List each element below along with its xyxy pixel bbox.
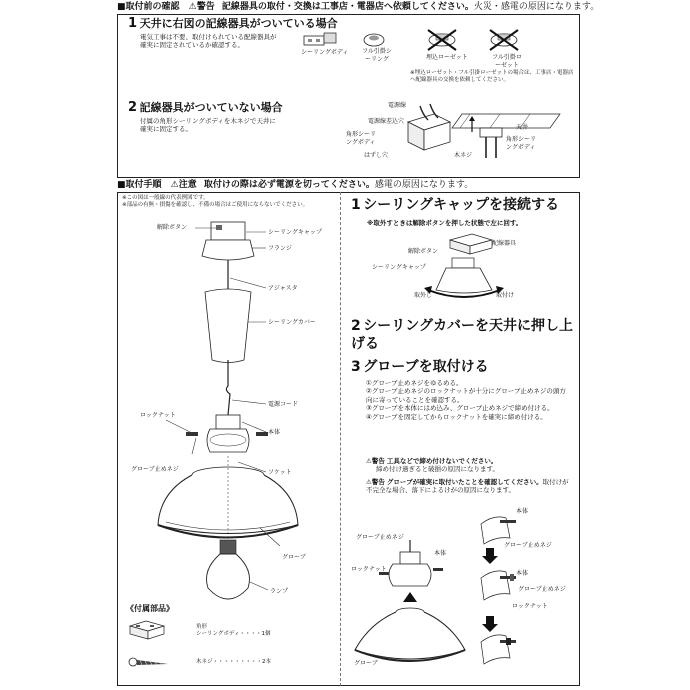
label-lock-nut: ロックナット xyxy=(140,412,176,419)
warning-tail: 締め付け過ぎると破損の原因になります。 xyxy=(376,465,499,474)
step1-number: 1 xyxy=(351,197,361,213)
caseA-item-label: フル引掛シーリング xyxy=(362,48,392,63)
caseB-label: 電源線差込穴 xyxy=(368,118,405,125)
embedded-rosette-icon xyxy=(428,30,456,50)
warning-label: 警告 xyxy=(371,457,385,465)
section-bullet: ■ xyxy=(117,2,126,12)
section2-header xyxy=(117,180,473,191)
down-arrow xyxy=(482,616,498,632)
step3-list xyxy=(366,379,572,421)
leader-lines xyxy=(120,210,340,610)
step3-title: グローブを取付ける xyxy=(363,359,489,375)
square-ceiling-body-icon xyxy=(130,621,164,639)
globe-part xyxy=(355,608,465,661)
accessories-title: 《付属部品》 xyxy=(126,604,174,613)
detail-label: グローブ止めネジ xyxy=(518,586,566,593)
caseA-title: 天井に右図の記線器具がついている場合 xyxy=(139,17,338,30)
step2-heading xyxy=(351,318,576,353)
label-ceiling-cover: シーリングカバー xyxy=(268,319,316,326)
label-adjuster: アジャスタ xyxy=(268,285,298,292)
step3-label: ロックナット xyxy=(351,566,387,573)
section-bullet: ■ xyxy=(117,180,126,190)
ceiling-cap-part xyxy=(436,258,492,293)
accessory-detail: シーリングボディ・・・・1個 xyxy=(196,630,271,637)
step3-number: 3 xyxy=(351,359,361,375)
full-hook-ceiling-icon xyxy=(364,34,384,46)
square-ceiling-body-illustration xyxy=(408,104,450,150)
caseA-item-label: フル引掛ローゼット xyxy=(492,54,522,69)
step3-list-item: ④グローブを固定してからロックナットを確実に締め付ける。 xyxy=(366,412,547,421)
caseA-body: 電気工事は不要、取付けられている配線器具が確実に固定されているか確認する。 xyxy=(140,33,277,50)
warning-tail: 火災・感電の原因になります。 xyxy=(473,2,600,12)
warning-block-2 xyxy=(366,478,572,495)
step3-label: 本体 xyxy=(434,550,447,557)
section1-header xyxy=(117,2,599,13)
step1-subnote: ※取外すときは解除ボタンを押した状態で左に回す。 xyxy=(367,219,523,227)
column-divider xyxy=(340,192,341,686)
detail-panel-1 xyxy=(481,517,516,544)
caseB-body: 付属の角形シーリングボディを木ネジで天井に確実に固定する。 xyxy=(140,117,276,134)
label-body: 本体 xyxy=(268,429,281,436)
label-release-button: 解除ボタン xyxy=(157,224,188,231)
caseB-label: 角形シーリングボディ xyxy=(346,131,377,146)
step3-detail-sequence xyxy=(476,506,576,682)
accessory-name: 木ネジ xyxy=(196,659,213,665)
down-arrow xyxy=(482,548,498,564)
caseB-title: 記線器具がついていない場合 xyxy=(139,101,283,114)
caseB-heading xyxy=(128,100,283,116)
accessory-detail: ・・・・・・・・・2本 xyxy=(212,659,272,665)
step3-label: グローブ止めネジ xyxy=(356,534,404,541)
warning-block-1 xyxy=(366,457,572,474)
up-arrow xyxy=(403,592,417,602)
caseA-item-label: 埋込ローゼット xyxy=(426,54,468,61)
step1-heading xyxy=(351,197,559,215)
label-flange: フランジ xyxy=(268,245,292,252)
step1-label: 配線器具 xyxy=(492,240,517,247)
ceiling-body-icon xyxy=(304,33,336,45)
step1-label: 取付け xyxy=(496,292,515,299)
wood-screw-icon xyxy=(129,658,168,666)
caseB-label: 天井 xyxy=(516,124,529,131)
caution-tail: 感電の原因になります。 xyxy=(374,180,474,190)
warning-icon: ⚠ xyxy=(366,457,372,465)
step1-title: シーリングキャップを接続する xyxy=(363,197,560,213)
caseA-note: ※埋込ローゼット・フル引掛ローゼットの場合は、工事店・電器店へ配線器具の交換を依頼してください。 xyxy=(410,70,574,83)
accessory-name: 角形 xyxy=(196,624,208,630)
note-line: ※この図は一般線の代表例図です。 xyxy=(122,195,209,201)
step3-list-item: ①グローブ止めネジをゆるめる。 xyxy=(366,379,463,387)
step3-label: グローブ xyxy=(354,660,378,667)
step3-list-item: ②グローブ止めネジのロックナットが十分にグローブ止めネジの頭方向に寄っていることを確認する。 xyxy=(366,387,566,404)
accessory-item xyxy=(196,624,270,638)
caution-text: 取付けの際は必ず電源を切ってください。 xyxy=(203,180,375,190)
label-power-cord: 電源コード xyxy=(268,401,299,408)
caseB-label: 木ネジ xyxy=(454,152,473,159)
step3-list-item: ③グローブを本体にはめ込み、グローブ止めネジで締め付ける。 xyxy=(366,404,554,413)
section1-title: 取付前の確認 xyxy=(125,2,180,12)
accessories-illustration xyxy=(128,618,188,678)
detail-label: ロックナット xyxy=(512,603,548,610)
section2-title: 取付手順 xyxy=(125,180,162,190)
warning-text: グローブが確実に取付いたことを確認してください。 xyxy=(386,478,543,486)
detail-panel-3 xyxy=(481,635,516,664)
step2-number: 2 xyxy=(351,318,361,334)
step1-label: 取外し xyxy=(414,292,433,299)
label-globe-screw: グローブ止めネジ xyxy=(131,466,179,473)
warning-text: 記線器具の取付・交換は工事店・電器店へ依頼してください。 xyxy=(221,2,474,12)
step3-heading xyxy=(351,359,489,377)
caseB-label: はずし穴 xyxy=(364,152,389,159)
warning-label: 警告 xyxy=(196,2,215,12)
warning-tail: 取付けが不完全な場合、落下によるけがの原因になります。 xyxy=(366,478,569,495)
full-hook-rosette-icon xyxy=(490,30,518,50)
caseB-number: 2 xyxy=(128,100,138,115)
label-lamp: ランプ xyxy=(270,588,289,595)
warning-icon: ⚠ xyxy=(366,478,372,486)
caseB-label: 電源線 xyxy=(388,102,407,109)
detail-label: 本体 xyxy=(516,508,529,515)
caution-icon: ⚠ xyxy=(170,180,179,190)
caseA-item-label: シーリングボディ xyxy=(301,49,349,56)
step1-label: 解除ボタン xyxy=(408,248,439,255)
warning-label: 警告 xyxy=(371,478,385,486)
section2-notes xyxy=(122,195,337,209)
warning-icon: ⚠ xyxy=(188,2,197,12)
step2-title: シーリングカバーを天井に押し上げる xyxy=(351,318,574,352)
note-line: ※部品の有無・損傷を確認し、不備の場合はご使用にならないでください。 xyxy=(122,201,309,208)
caution-label: 注意 xyxy=(178,180,197,190)
label-globe: グローブ xyxy=(282,554,306,561)
wiring-device-part xyxy=(450,234,492,254)
detail-panel-2 xyxy=(481,571,516,600)
label-ceiling-cap: シーリングキャップ xyxy=(268,229,322,236)
caseA-number: 1 xyxy=(128,16,138,31)
accessory-item xyxy=(196,659,271,666)
caseB-label: 角形シーリングボディ xyxy=(506,136,537,151)
warning-text: 工具などで締め付けないでください。 xyxy=(386,457,498,465)
step1-label: シーリングキャップ xyxy=(372,264,426,271)
detail-label: 本体 xyxy=(516,570,529,577)
detail-label: グローブ止めネジ xyxy=(504,542,552,549)
label-socket: ソケット xyxy=(268,469,292,476)
